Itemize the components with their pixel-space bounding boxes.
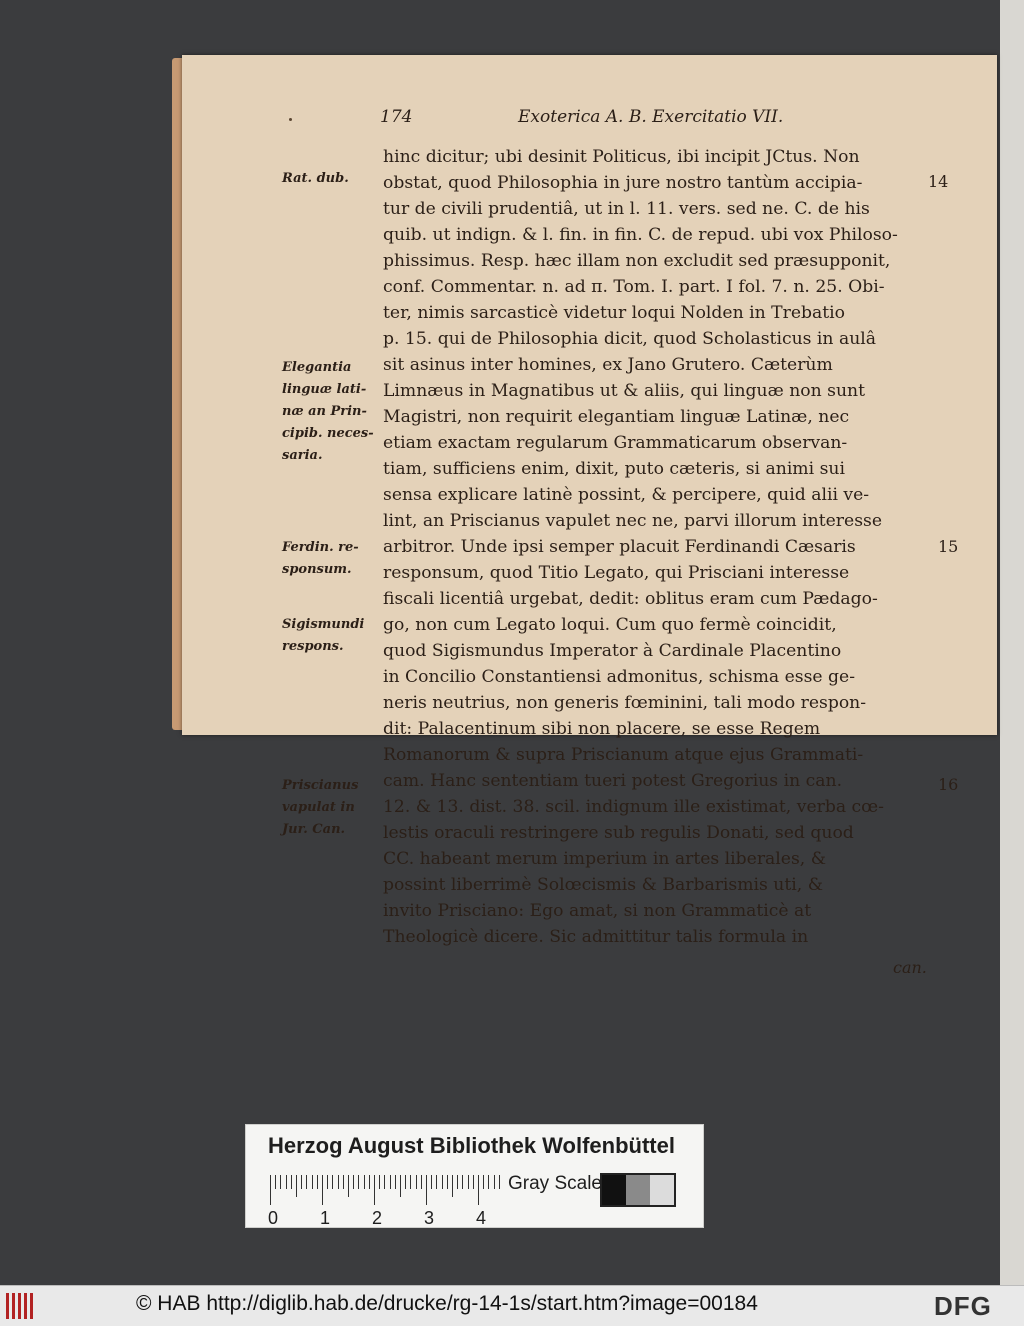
ruler-number: 1 [320,1208,331,1228]
ruler-tick [275,1175,276,1189]
ruler-tick [436,1175,437,1189]
ruler-tick [473,1175,474,1189]
gray-scale-label: Gray Scale [508,1173,602,1194]
running-title: Exoterica A. B. Exercitatio VII. [518,107,784,127]
catchword: can. [893,958,927,977]
text-line: conf. Commentar. n. ad π. Tom. I. part. I fol. 7. n. 25. Obi- [383,277,885,297]
ruler-tick [452,1175,453,1197]
text-line: ter, nimis sarcasticè videtur loqui Nolden in Trebatio [383,303,846,323]
ruler-tick [322,1175,323,1205]
ruler-tick [286,1175,287,1189]
text-line: 12. & 13. dist. 38. scil. indignum ille existimat, verba cœ- [383,797,884,817]
text-line: lestis oraculi restringere sub regulis Donati, sed quod [383,823,854,843]
ruler-tick [478,1175,479,1205]
ruler-tick [421,1175,422,1189]
ruler-tick [431,1175,432,1189]
text-line: in Concilio Constantiensi admonitus, schisma esse ge- [383,667,856,687]
margin-note-line: Rat. dub. [282,171,349,186]
text-line: possint liberrimè Solœcismis & Barbarismis uti, & [383,875,824,895]
ruler-tick [384,1175,385,1189]
margin-note-line: respons. [282,639,344,654]
footer-bar [0,1285,1024,1326]
body-text [383,144,943,950]
ruler-tick [332,1175,333,1189]
marginal-line-number: 14 [928,172,949,191]
text-line: tiam, sufficiens enim, dixit, puto cæteris, si animi sui [383,459,845,479]
ruler-tick [468,1175,469,1189]
margin-note-line: Ferdin. re- [282,540,359,555]
text-line: tur de civili prudentiâ, ut in l. 11. vers. sed ne. C. de his [383,199,870,219]
ruler-tick [364,1175,365,1189]
text-line: p. 15. qui de Philosophia dicit, quod Scholasticus in aulâ [383,329,877,349]
ruler-tick [301,1175,302,1189]
text-line: Romanorum & supra Priscianum atque ejus Grammati- [383,745,864,765]
ruler-tick [338,1175,339,1189]
ruler-tick [343,1175,344,1189]
ruler-tick [400,1175,401,1197]
ruler-tick [270,1175,271,1205]
ruler-tick [306,1175,307,1189]
text-line: phissimus. Resp. hæc illam non excludit sed præsupponit, [383,251,891,271]
facing-page-edge [1000,0,1024,1285]
ruler-tick [462,1175,463,1189]
text-line: dit: Palacentinum sibi non placere, se esse Regem [383,719,821,739]
gray-scale-swatches [600,1173,676,1207]
gray-swatch [650,1175,674,1205]
margin-note-line: saria. [282,448,323,463]
ruler-tick [442,1175,443,1189]
ruler-tick [390,1175,391,1189]
text-line: neris neutrius, non generis fœminini, tali modo respon- [383,693,867,713]
ruler-number: 2 [372,1208,383,1228]
text-line: arbitror. Unde ipsi semper placuit Ferdinandi Cæsaris [383,537,856,557]
ruler-tick [416,1175,417,1189]
ruler-tick [348,1175,349,1197]
margin-note-line: Jur. Can. [282,822,346,837]
dfg-logo: DFG [934,1291,992,1321]
ruler-tick [494,1175,495,1189]
ruler-tick [369,1175,370,1189]
ruler-number: 4 [476,1208,487,1228]
ruler-tick [395,1175,396,1189]
text-line: invito Prisciano: Ego amat, si non Grammaticè at [383,901,812,921]
margin-note [282,168,382,190]
ruler-tick [358,1175,359,1189]
gray-swatch [602,1175,626,1205]
ruler-tick [379,1175,380,1189]
text-line: sit asinus inter homines, ex Jano Grutero. Cæterùm [383,355,833,375]
ruler-number: 3 [424,1208,435,1228]
ruler-tick [410,1175,411,1189]
ruler-tick [483,1175,484,1189]
margin-note [282,775,382,841]
color-scale-card [245,1124,704,1228]
margin-note-line: Priscianus [282,778,359,793]
margin-note-line: Sigismundi [282,617,365,632]
ruler-tick [317,1175,318,1189]
ruler-tick [280,1175,281,1189]
text-line: fiscali licentiâ urgebat, dedit: oblitus eram cum Pædago- [383,589,878,609]
ruler-tick [327,1175,328,1189]
margin-note [282,614,382,658]
margin-note-line: Elegantia [282,360,352,375]
text-line: cam. Hanc sententiam tueri potest Gregorius in can. [383,771,843,791]
text-line: go, non cum Legato loqui. Cum quo fermè coincidit, [383,615,837,635]
ruler [268,1175,498,1228]
margin-note [282,537,382,581]
ruler-tick [499,1175,500,1189]
page-number: 174 [380,107,413,127]
text-line: obstat, quod Philosophia in jure nostro tantùm accipia- [383,173,863,193]
footer-copyright-link[interactable]: © HAB http://diglib.hab.de/drucke/rg-14-1s/start.htm?image=00184 [136,1292,758,1315]
text-line: quib. ut indign. & l. fin. in fin. C. de repud. ubi vox Philoso- [383,225,898,245]
gray-swatch [626,1175,650,1205]
margin-note-line: cipib. neces- [282,426,374,441]
ruler-tick [291,1175,292,1189]
ruler-tick [353,1175,354,1189]
margin-note-line: vapulat in [282,800,355,815]
text-line: hinc dicitur; ubi desinit Politicus, ibi incipit JCtus. Non [383,147,860,167]
margin-note-line: sponsum. [282,562,352,577]
text-line: Magistri, non requirit elegantiam linguæ Latinæ, nec [383,407,850,427]
page-mark [289,118,292,121]
text-line: CC. habeant merum imperium in artes liberales, & [383,849,827,869]
text-line: sensa explicare latinè possint, & percipere, quid alii ve- [383,485,870,505]
text-line: etiam exactam regularum Grammaticarum observan- [383,433,848,453]
text-line: lint, an Priscianus vapulet nec ne, parvi illorum interesse [383,511,882,531]
ruler-tick [488,1175,489,1189]
ruler-tick [296,1175,297,1197]
ruler-tick [405,1175,406,1189]
ruler-tick [312,1175,313,1189]
margin-note [282,357,382,467]
text-line: Limnæus in Magnatibus ut & aliis, qui linguæ non sunt [383,381,866,401]
margin-note-line: næ an Prin- [282,404,367,419]
ruler-tick [374,1175,375,1205]
margin-note-line: linguæ lati- [282,382,367,397]
ruler-tick [426,1175,427,1205]
library-name: Herzog August Bibliothek Wolfenbüttel [268,1133,675,1158]
text-line: Theologicè dicere. Sic admittitur talis formula in [383,927,809,947]
ruler-number: 0 [268,1208,279,1228]
hab-logo-icon [6,1293,38,1319]
ruler-tick [447,1175,448,1189]
marginal-line-number: 15 [938,537,959,556]
ruler-tick [457,1175,458,1189]
marginal-line-number: 16 [938,775,959,794]
text-line: responsum, quod Titio Legato, qui Prisciani interesse [383,563,850,583]
text-line: quod Sigismundus Imperator à Cardinale Placentino [383,641,842,661]
